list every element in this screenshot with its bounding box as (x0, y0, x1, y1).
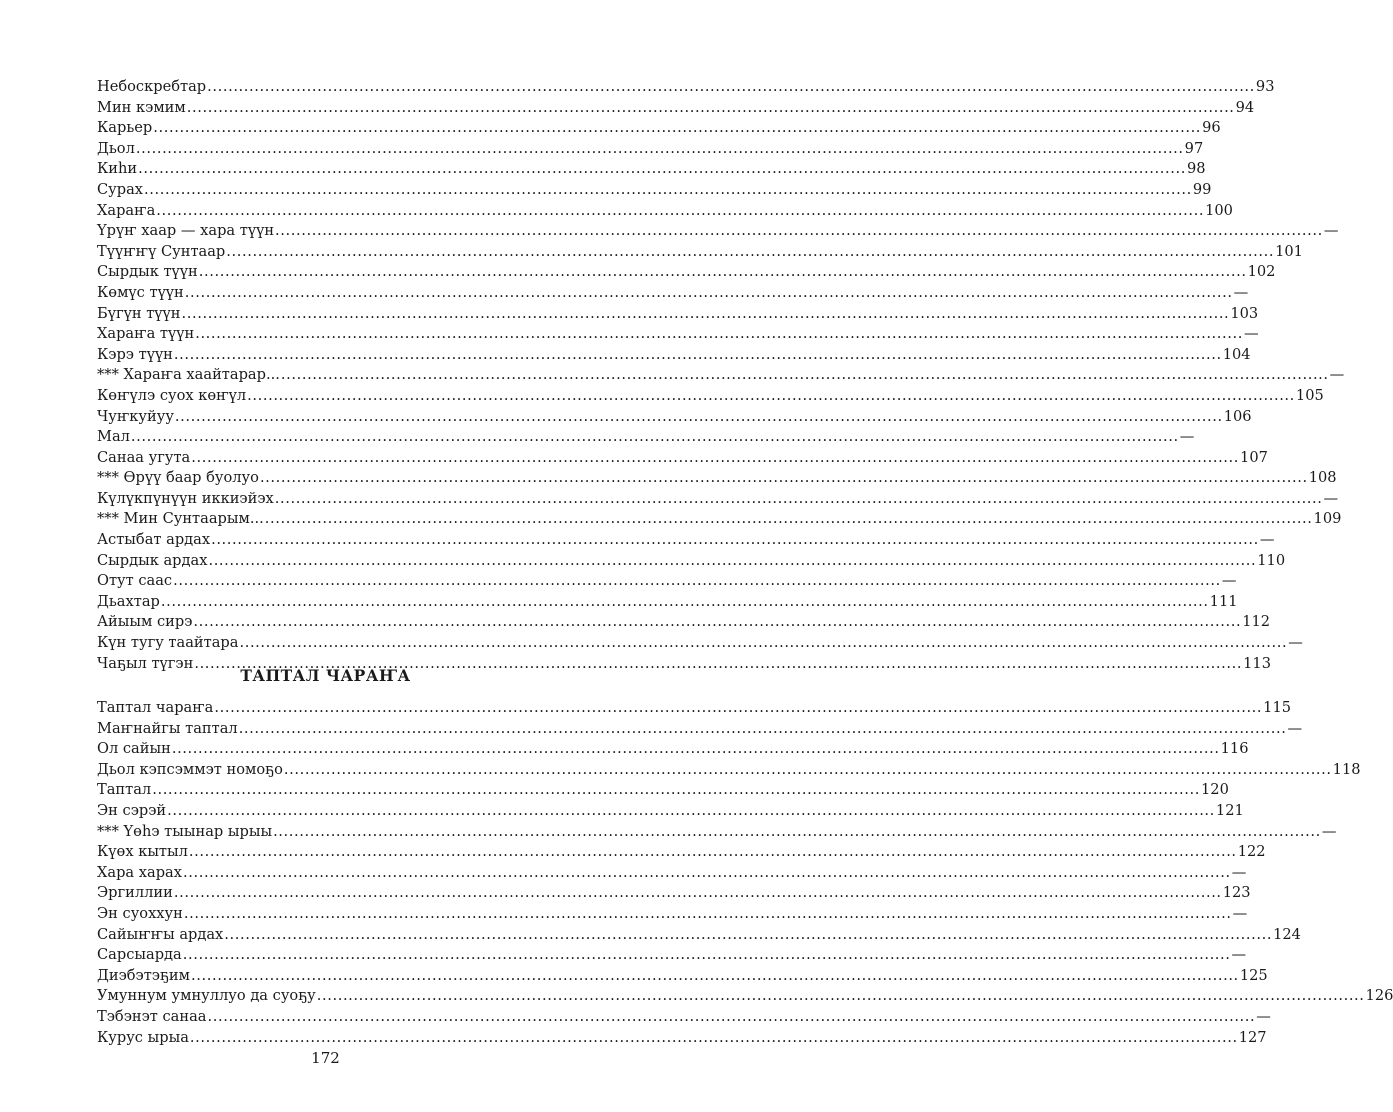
toc-entry (97, 509, 1342, 530)
toc-entry (97, 1007, 1271, 1028)
toc-entry-title: Көҥүлэ суох көҥүл (97, 386, 247, 404)
section-heading: ТАПТАЛ ЧАРАҤА (240, 666, 411, 685)
toc-entry (97, 571, 1237, 592)
toc-entry (97, 822, 1337, 843)
toc-entry-title: Хара харах (97, 863, 182, 881)
toc-entry (97, 98, 1255, 119)
toc-entry (97, 242, 1303, 263)
toc-entry-title: Умуннум умнуллуо да суоҕу (97, 987, 316, 1005)
dot-leader: ........................................................................................................................................................................................................ (273, 822, 1321, 840)
toc-entry (97, 986, 1393, 1007)
toc-entry (97, 842, 1266, 863)
toc-entry (97, 698, 1292, 719)
dot-leader: ........................................................................................................................................................................................................ (239, 634, 1288, 652)
toc-entry-title: Небоскребтар (97, 78, 207, 95)
toc-entry (97, 551, 1286, 572)
toc-entry-page: 109 (1313, 510, 1342, 528)
toc-entry-title: Мин кэмим (97, 98, 186, 116)
toc-entry (97, 739, 1249, 760)
toc-entry-page: 121 (1215, 801, 1244, 819)
toc-entry-page: 103 (1230, 304, 1259, 322)
toc-entry (97, 489, 1339, 510)
toc-entry-title: Отут саас (97, 572, 173, 590)
dot-leader: ........................................................................................................................................................................................................ (130, 428, 1179, 446)
dot-leader: ........................................................................................................................................................................................................ (275, 222, 1323, 240)
dot-leader: ........................................................................................................................................................................................................ (183, 904, 1232, 922)
toc-entry-title: Таптал (97, 781, 152, 799)
dot-leader: ........................................................................................................................................................................................................ (259, 469, 1308, 487)
toc-entry-title: Киһи (97, 160, 138, 178)
toc-entry-page: 122 (1237, 843, 1266, 861)
toc-entry (97, 945, 1247, 966)
toc-entry-title: Диэбэтэҕим (97, 966, 191, 984)
toc-entry-page: 108 (1308, 469, 1337, 487)
dot-leader: ........................................................................................................................................................................................................ (173, 884, 1222, 902)
toc-entry (97, 448, 1268, 469)
dot-leader: ........................................................................................................................................................................................................ (224, 925, 1273, 943)
toc-entry-title: Мал (97, 428, 130, 446)
toc-entry-title: Бүгүн түүн (97, 304, 181, 322)
dot-leader: ........................................................................................................................................................................................................ (274, 489, 1323, 507)
dot-leader: ........................................................................................................................................................................................................ (188, 843, 1237, 861)
toc-entry (97, 262, 1276, 283)
toc-entry (97, 407, 1252, 428)
toc-entry-page: 123 (1222, 884, 1251, 902)
toc-entry-title: Чаҕыл түгэн (97, 654, 194, 672)
dot-leader: ........................................................................................................................................................................................................ (191, 966, 1239, 984)
dot-leader: ........................................................................................................................................................................................................ (191, 448, 1240, 466)
toc-entry (97, 159, 1206, 180)
toc-entry (97, 883, 1251, 904)
page-number: 172 (311, 1049, 340, 1067)
toc-entry-title: Көмүс түүн (97, 283, 184, 301)
toc-entry (97, 1028, 1267, 1049)
toc-entry-page: — (1287, 719, 1303, 737)
toc-entry-page: 102 (1247, 263, 1276, 281)
toc-entry (97, 77, 1275, 98)
toc-entry-title: Дьол (97, 139, 135, 157)
toc-entry-page: 99 (1192, 180, 1212, 198)
dot-leader: ........................................................................................................................................................................................................ (208, 551, 1257, 569)
toc-entry-page: 105 (1295, 386, 1324, 404)
toc-entry-page: 125 (1239, 966, 1268, 984)
toc-entry (97, 592, 1238, 613)
toc-entry-page: 107 (1240, 448, 1268, 466)
toc-entry-title: Дьахтар (97, 592, 160, 610)
toc-entry-title: Эн суоххун (97, 904, 183, 922)
toc-entry-page: 124 (1273, 925, 1301, 943)
toc-entry-page: — (1323, 489, 1339, 507)
toc-entry-page: — (1231, 946, 1247, 964)
toc-entry-page: 98 (1186, 160, 1206, 178)
toc-entry-page: 116 (1220, 740, 1249, 758)
toc-list-poems (97, 77, 1345, 674)
toc-entry (97, 925, 1301, 946)
toc-entry-page: 115 (1263, 699, 1292, 716)
dot-leader: ........................................................................................................................................................................................................ (198, 263, 1247, 281)
toc-entry-title: Сырдык ардах (97, 551, 208, 569)
dot-leader: ........................................................................................................................................................................................................ (182, 863, 1231, 881)
dot-leader: ........................................................................................................................................................................................................ (283, 760, 1332, 778)
dot-leader: ........................................................................................................................................................................................................ (160, 592, 1209, 610)
dot-leader: ........................................................................................................................................................................................................ (264, 510, 1313, 528)
dot-leader: ........................................................................................................................................................................................................ (153, 119, 1202, 137)
toc-entry (97, 324, 1259, 345)
toc-entry (97, 365, 1345, 386)
toc-entry-title: Кэрэ түүн (97, 345, 173, 363)
dot-leader: ........................................................................................................................................................................................................ (171, 740, 1220, 758)
dot-leader: ........................................................................................................................................................................................................ (152, 781, 1201, 799)
toc-entry-title: Дьол кэпсэммэт номоҕо (97, 760, 283, 778)
toc-entry (97, 304, 1259, 325)
toc-entry-title: Ол сайын (97, 740, 171, 758)
toc-entry-page: — (1256, 1007, 1271, 1025)
dot-leader: ........................................................................................................................................................................................................ (247, 386, 1295, 404)
toc-entry (97, 283, 1249, 304)
toc-entry-title: Курус ырыа (97, 1028, 189, 1046)
dot-leader: ........................................................................................................................................................................................................ (195, 325, 1243, 343)
dot-leader: ........................................................................................................................................................................................................ (135, 139, 1184, 157)
toc-entry-page: 110 (1257, 551, 1286, 569)
toc-entry-title: Түүҥҥү Сунтаар (97, 242, 226, 260)
dot-leader: ........................................................................................................................................................................................................ (280, 366, 1329, 384)
toc-entry-page: 113 (1243, 654, 1271, 672)
toc-entry-page: — (1244, 325, 1259, 343)
toc-entry-title: *** Үөһэ тыынар ырыы (97, 822, 273, 840)
toc-entry-page: — (1231, 863, 1247, 881)
toc-entry-title: Чуҥкуйуу (97, 407, 174, 425)
toc-entry-title: Сарсыарда (97, 946, 182, 964)
toc-entry-title: Маҥнайгы таптал (97, 719, 238, 737)
toc-entry-page: 97 (1184, 139, 1204, 157)
toc-entry (97, 633, 1303, 654)
toc-entry-title: Сурах (97, 180, 144, 198)
toc-entry-title: Күөх кытыл (97, 843, 188, 861)
toc-entry (97, 180, 1212, 201)
toc-entry-title: Тэбэнэт санаа (97, 1007, 207, 1025)
dot-leader: ........................................................................................................................................................................................................ (181, 304, 1230, 322)
toc-entry-page: — (1329, 366, 1345, 384)
toc-entry-page: — (1221, 572, 1237, 590)
dot-leader: ........................................................................................................................................................................................................ (194, 654, 1243, 672)
toc-entry (97, 760, 1361, 781)
toc-entry-page: 104 (1222, 345, 1251, 363)
dot-leader: ........................................................................................................................................................................................................ (207, 78, 1255, 95)
toc-entry-page: 94 (1235, 98, 1255, 116)
toc-entry-title: *** Хараҥа хаайтарар... (97, 366, 280, 384)
toc-entry-page: 106 (1223, 407, 1252, 425)
dot-leader: ........................................................................................................................................................................................................ (173, 572, 1221, 590)
toc-entry-title: Күн тугу таайтара (97, 634, 239, 652)
dot-leader: ........................................................................................................................................................................................................ (207, 1007, 1256, 1025)
dot-leader: ........................................................................................................................................................................................................ (167, 801, 1215, 819)
dot-leader: ........................................................................................................................................................................................................ (156, 201, 1205, 219)
toc-entry-page: — (1321, 822, 1337, 840)
toc-entry (97, 530, 1275, 551)
toc-entry-title: *** Өрүү баар буолуо (97, 469, 259, 487)
toc-entry-title: Айыым сирэ (97, 613, 193, 631)
toc-entry (97, 118, 1221, 139)
dot-leader: ........................................................................................................................................................................................................ (174, 407, 1223, 425)
toc-entry-title: Карьер (97, 119, 153, 137)
toc-entry-title: Санаа угута (97, 448, 191, 466)
dot-leader: ........................................................................................................................................................................................................ (316, 987, 1365, 1005)
dot-leader: ........................................................................................................................................................................................................ (186, 98, 1235, 116)
dot-leader: ........................................................................................................................................................................................................ (173, 345, 1222, 363)
dot-leader: ........................................................................................................................................................................................................ (193, 613, 1242, 631)
dot-leader: ........................................................................................................................................................................................................ (184, 283, 1233, 301)
dot-leader: ........................................................................................................................................................................................................ (144, 180, 1192, 198)
toc-entry-page: — (1259, 531, 1275, 549)
toc-entry-page: — (1288, 634, 1303, 652)
dot-leader: ........................................................................................................................................................................................................ (238, 719, 1287, 737)
toc-entry-page: 118 (1332, 760, 1361, 778)
toc-entry-page: 96 (1202, 119, 1221, 137)
toc-entry (97, 966, 1268, 987)
toc-entry-page: — (1232, 904, 1248, 922)
dot-leader: ........................................................................................................................................................................................................ (189, 1028, 1238, 1046)
toc-entry-page: 100 (1205, 201, 1233, 219)
toc-entry-title: Үрүҥ хаар — хара түүн (97, 222, 275, 240)
toc-entry-page: — (1323, 222, 1339, 240)
toc-entry-title: Таптал чараҥа (97, 699, 214, 716)
toc-entry-title: Астыбат ардах (97, 531, 211, 549)
dot-leader: ........................................................................................................................................................................................................ (226, 242, 1275, 260)
toc-entry-title: Эн сэрэй (97, 801, 167, 819)
toc-entry-title: *** Мин Сунтаарым... (97, 510, 264, 528)
toc-entry-title: Сырдык түүн (97, 263, 198, 281)
dot-leader: ........................................................................................................................................................................................................ (182, 946, 1231, 964)
toc-entry-title: Сайыҥҥы ардах (97, 925, 224, 943)
toc-entry (97, 468, 1337, 489)
toc-entry (97, 904, 1248, 925)
toc-entry (97, 612, 1271, 633)
toc-entry (97, 719, 1303, 740)
toc-entry-page: 111 (1209, 592, 1238, 610)
toc-entry (97, 427, 1195, 448)
toc-entry (97, 863, 1247, 884)
toc-entry-page: 127 (1238, 1028, 1267, 1046)
dot-leader: ........................................................................................................................................................................................................ (211, 531, 1259, 549)
toc-entry-page: 101 (1275, 242, 1303, 260)
toc-entry-page: 93 (1255, 78, 1275, 95)
toc-entry-title: Хараҥа түүн (97, 325, 195, 343)
toc-entry-page: 120 (1201, 781, 1229, 799)
toc-entry-title: Хараҥа (97, 201, 156, 219)
toc-entry (97, 780, 1229, 801)
toc-entry-title: Күлүкпүнүүн иккиэйэх (97, 489, 274, 507)
toc-entry (97, 345, 1251, 366)
dot-leader: ........................................................................................................................................................................................................ (214, 699, 1263, 716)
toc-entry (97, 139, 1204, 160)
toc-list-taptal-charana (97, 698, 1393, 1048)
toc-entry-title: Эргиллии (97, 884, 173, 902)
toc-entry-page: — (1233, 283, 1249, 301)
toc-entry (97, 221, 1339, 242)
toc-entry (97, 386, 1324, 407)
toc-entry-page: 126 (1365, 987, 1393, 1005)
toc-entry-page: — (1179, 428, 1195, 446)
dot-leader: ........................................................................................................................................................................................................ (138, 160, 1186, 178)
toc-entry-page: 112 (1242, 613, 1271, 631)
toc-entry (97, 201, 1233, 222)
toc-entry (97, 801, 1244, 822)
